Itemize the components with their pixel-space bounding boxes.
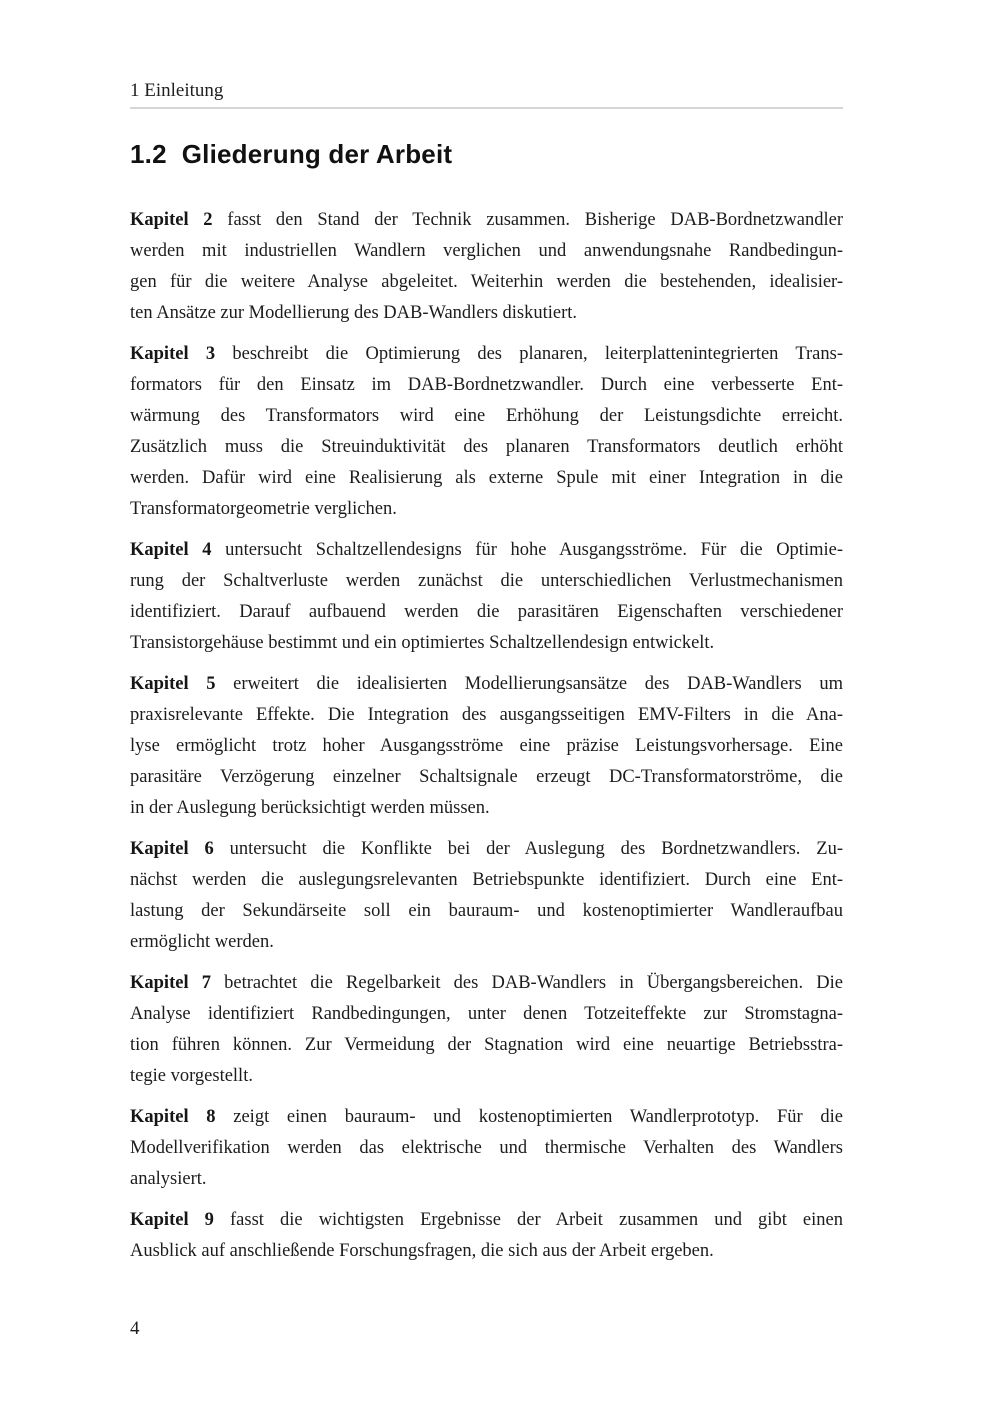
running-header-text: 1 Einleitung <box>130 80 224 101</box>
paragraph <box>130 1205 843 1267</box>
paragraph-line: identifiziert. Darauf aufbauend werden die parasitären Eigenschaften verschiedener <box>130 602 843 622</box>
paragraph-line: Kapitel 7 betrachtet die Regelbarkeit des DAB-Wandlers in Übergangsbereichen. Die <box>130 973 843 993</box>
paragraph-line: formators für den Einsatz im DAB-Bordnetzwandler. Durch eine verbesserte Ent- <box>130 375 843 395</box>
kapitel-label: Kapitel 3 <box>130 344 216 364</box>
paragraph-line: nächst werden die auslegungsrelevanten Betriebspunkte identifiziert. Durch eine Ent- <box>130 870 843 890</box>
paragraph <box>130 205 843 329</box>
paragraph-line: gen für die weitere Analyse abgeleitet. Weiterhin werden die bestehenden, idealisier- <box>130 272 843 292</box>
kapitel-label: Kapitel 7 <box>130 973 211 993</box>
paragraph-line: Kapitel 6 untersucht die Konflikte bei der Auslegung des Bordnetzwandlers. Zu- <box>130 839 843 859</box>
section-heading <box>130 139 843 169</box>
paragraph-line: Transistorgehäuse bestimmt und ein optimiertes Schaltzellendesign entwickelt. <box>130 633 715 653</box>
paragraph <box>130 968 843 1092</box>
paragraph-line: tegie vorgestellt. <box>130 1066 253 1086</box>
paragraph-line: Ausblick auf anschließende Forschungsfragen, die sich aus der Arbeit ergeben. <box>130 1241 714 1261</box>
body-text <box>130 205 843 1267</box>
paragraph-line: Kapitel 5 erweitert die idealisierten Modellierungsansätze des DAB-Wandlers um <box>130 674 843 694</box>
paragraph-line: Kapitel 4 untersucht Schaltzellendesigns für hohe Ausgangsströme. Für die Optimie- <box>130 540 843 560</box>
paragraph-line: wärmung des Transformators wird eine Erhöhung der Leistungsdichte erreicht. <box>130 406 843 426</box>
kapitel-label: Kapitel 5 <box>130 674 216 694</box>
kapitel-label: Kapitel 9 <box>130 1210 214 1230</box>
page-footer <box>130 1318 843 1340</box>
section-number: 1.2 <box>130 139 167 169</box>
paragraph-line: analysiert. <box>130 1169 207 1189</box>
paragraph-line: ten Ansätze zur Modellierung des DAB-Wandlers diskutiert. <box>130 303 578 323</box>
paragraph-line: Kapitel 8 zeigt einen bauraum- und kostenoptimierten Wandlerprototyp. Für die <box>130 1107 843 1127</box>
kapitel-label: Kapitel 2 <box>130 210 213 230</box>
paragraph-line: ermöglicht werden. <box>130 932 274 952</box>
paragraph-line: Transformatorgeometrie verglichen. <box>130 499 397 519</box>
kapitel-label: Kapitel 8 <box>130 1107 216 1127</box>
kapitel-label: Kapitel 6 <box>130 839 214 859</box>
page-number: 4 <box>130 1318 140 1339</box>
paragraph-line: parasitäre Verzögerung einzelner Schaltsignale erzeugt DC-Transformatorströme, die <box>130 767 843 787</box>
paragraph <box>130 535 843 659</box>
paragraph <box>130 339 843 525</box>
paragraph <box>130 834 843 958</box>
paragraph-line: lastung der Sekundärseite soll ein bauraum- und kostenoptimierter Wandleraufbau <box>130 901 843 921</box>
paragraph <box>130 669 843 824</box>
paragraph-line: werden mit industriellen Wandlern verglichen und anwendungsnahe Randbedingun- <box>130 241 843 261</box>
paragraph-line: lyse ermöglicht trotz hoher Ausgangsströme eine präzise Leistungsvorhersage. Eine <box>130 736 843 756</box>
paragraph-line: tion führen können. Zur Vermeidung der Stagnation wird eine neuartige Betriebsstra- <box>130 1035 843 1055</box>
running-header <box>130 80 843 109</box>
kapitel-label: Kapitel 4 <box>130 540 212 560</box>
paragraph-line: in der Auslegung berücksichtigt werden müssen. <box>130 798 490 818</box>
paragraph-line: Kapitel 3 beschreibt die Optimierung des planaren, leiterplattenintegrierten Trans- <box>130 344 843 364</box>
paragraph-line: Analyse identifiziert Randbedingungen, unter denen Totzeiteffekte zur Stromstagna- <box>130 1004 843 1024</box>
section-title: Gliederung der Arbeit <box>181 139 453 169</box>
paragraph-line: Kapitel 9 fasst die wichtigsten Ergebnisse der Arbeit zusammen und gibt einen <box>130 1210 843 1230</box>
paragraph-line: Zusätzlich muss die Streuinduktivität des planaren Transformators deutlich erhöht <box>130 437 843 457</box>
paragraph-line: Kapitel 2 fasst den Stand der Technik zusammen. Bisherige DAB-Bordnetzwandler <box>130 210 843 230</box>
paragraph-line: praxisrelevante Effekte. Die Integration des ausgangsseitigen EMV-Filters in die Ana- <box>130 705 843 725</box>
paragraph-line: rung der Schaltverluste werden zunächst die unterschiedlichen Verlustmechanismen <box>130 571 843 591</box>
paragraph-line: werden. Dafür wird eine Realisierung als externe Spule mit einer Integration in die <box>130 468 843 488</box>
running-header-rule <box>130 107 843 109</box>
paragraph-line: Modellverifikation werden das elektrische und thermische Verhalten des Wandlers <box>130 1138 843 1158</box>
paragraph <box>130 1102 843 1195</box>
